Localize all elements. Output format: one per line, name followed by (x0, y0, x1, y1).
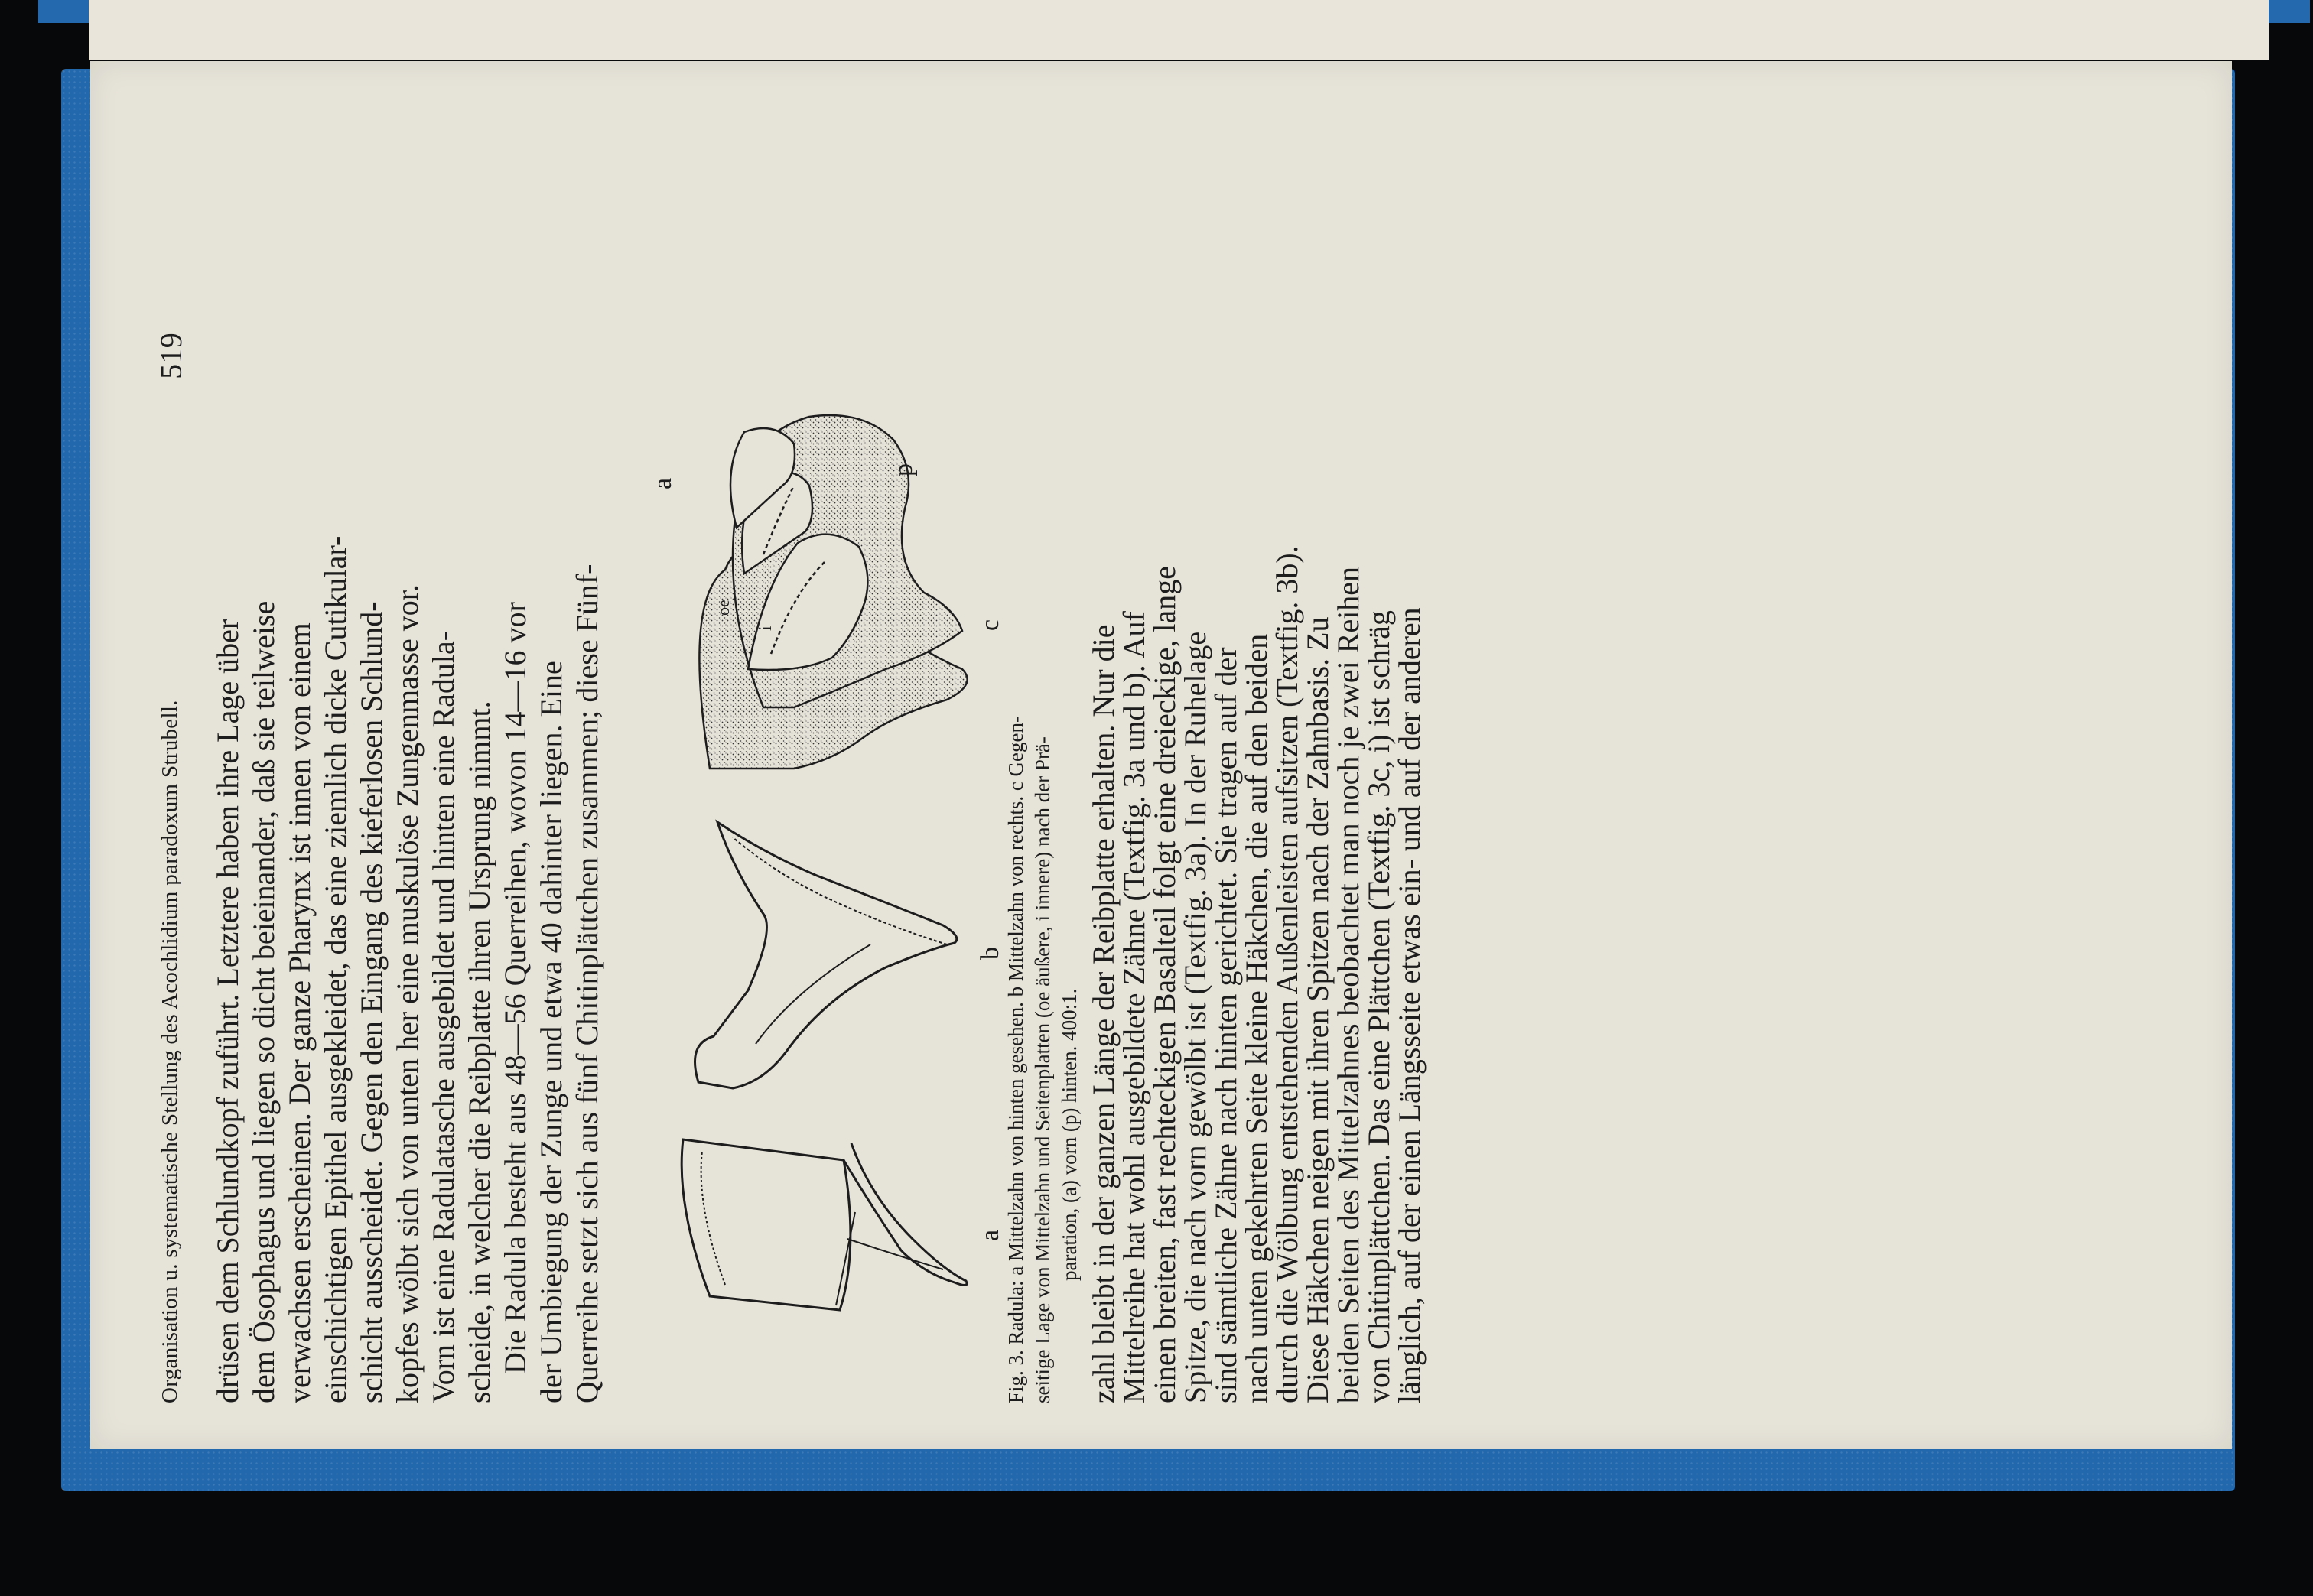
panel-label-b: b (976, 947, 1004, 960)
running-header (151, 333, 197, 1403)
label-p-hinten: p (890, 463, 918, 476)
figure-caption-line: seitige Lage von Mittelzahn und Seitenplatten (oe äußere, i innere) nach der Prä- (1031, 736, 1054, 1403)
text-line: einen breiten, fast rechteckigen Basalteil folgt eine dreieckige, lange (1147, 565, 1182, 1403)
text-line: drüsen dem Schlundkopf zuführt. Letztere haben ihre Lage über (210, 619, 245, 1403)
text-line: nach unten gekehrten Seite kleine Häkchen, die auf den beiden (1239, 633, 1274, 1403)
text-line: verwachsen erscheinen. Der ganze Pharynx ist innen von einem (282, 622, 317, 1403)
panel-label-c: c (976, 619, 1004, 631)
running-title: Organisation u. systematische Stellung des Acochlidium paradoxum Strubell. (158, 700, 182, 1403)
text-line: schicht ausscheidet. Gegen den Eingang des kieferlosen Schlund- (354, 601, 389, 1403)
text-line: länglich, auf der einen Längsseite etwas ein- und auf der anderen (1392, 607, 1427, 1403)
text-line: Diese Häkchen neigen mit ihren Spitzen nach der Zahnbasis. Zu (1300, 616, 1335, 1403)
text-line: von Chitinplättchen. Das eine Plättchen (Textfig. 3c, i) ist schräg (1361, 610, 1396, 1403)
radula-drawings (641, 256, 1000, 1403)
text-line: dem Ösophagus und liegen so dicht beieinander, daß sie teilweise (246, 600, 281, 1403)
text-line: Mittelreihe hat wohl ausgebildete Zähne (Textfig. 3a und b). Auf (1117, 611, 1151, 1403)
text-line: sind sämtliche Zähne nach hinten gerichtet. Sie tragen auf der (1209, 647, 1243, 1403)
page-content-rotated (151, 149, 2155, 1403)
text-line: Spitze, die nach vorn gewölbt ist (Textfig. 3a). In der Ruhelage (1178, 631, 1212, 1403)
page-number: 519 (154, 333, 188, 379)
text-line: Die Radula besteht aus 48—56 Querreihen, wovon 14—16 vor (498, 602, 532, 1374)
fig-c-plates-position (699, 415, 967, 769)
text-line: zahl bleibt in der ganzen Länge der Reibplatte erhalten. Nur die (1086, 624, 1121, 1403)
text-line: beiden Seiten des Mittelzahnes beobachtet man noch je zwei Reihen (1331, 566, 1365, 1403)
book-page (90, 61, 2232, 1449)
fig-b-central-tooth-side (695, 822, 957, 1088)
label-oe-aeussere: oe (714, 600, 733, 616)
figure-caption-line: paration, (a) vorn (p) hinten. 400:1. (1058, 988, 1081, 1281)
facing-page-edge (89, 0, 2269, 60)
text-line: kopfes wölbt sich von unten her eine muskulöse Zungenmasse vor. (390, 584, 425, 1403)
panel-label-a: a (976, 1229, 1004, 1241)
fig-a-central-tooth-back (682, 1139, 967, 1310)
text-line: der Umbiegung der Zunge und etwa 40 dahinter liegen. Eine (534, 661, 568, 1403)
label-a-vorn: a (649, 477, 677, 489)
text-line: Vorn ist eine Radulatasche ausgebildet und hinten eine Radula- (426, 630, 460, 1403)
label-i-innere: i (756, 626, 776, 631)
text-line: durch die Wölbung entstehenden Außenleisten aufsitzen (Textfig. 3b). (1270, 545, 1304, 1403)
text-line: einschichtigen Epithel ausgekleidet, das eine ziemlich dicke Cutikular- (318, 535, 353, 1403)
radula-figure (641, 256, 1004, 1403)
text-line: Querreihe setzt sich aus fünf Chitinplättchen zusammen; diese Fünf- (570, 564, 604, 1403)
text-line: scheide, in welcher die Reibplatte ihren Ursprung nimmt. (462, 700, 496, 1403)
figure-caption-line: Fig. 3. Radula: a Mittelzahn von hinten gesehen. b Mittelzahn von rechts. c Gegen- (1004, 715, 1027, 1403)
